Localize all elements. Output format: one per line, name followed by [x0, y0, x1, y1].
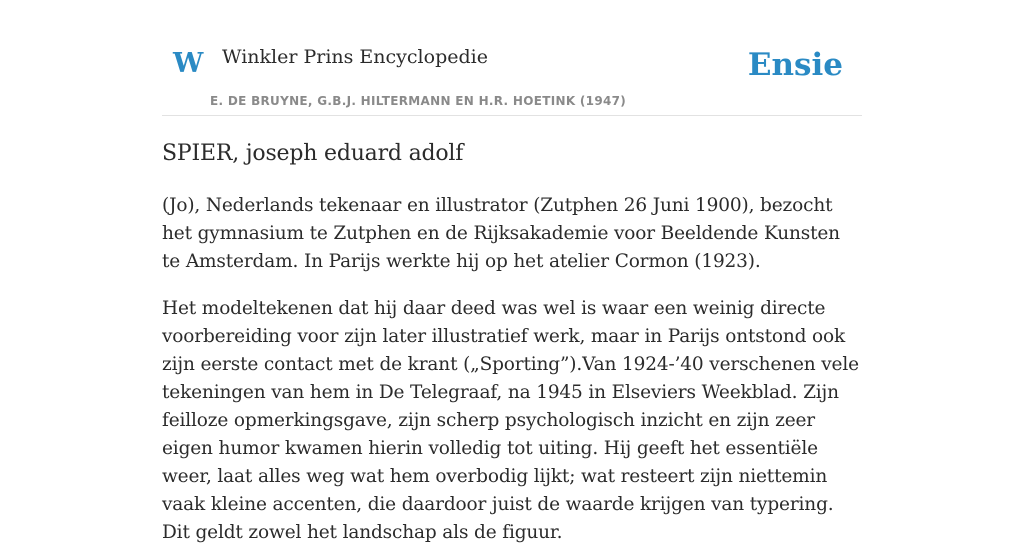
- winkler-prins-logo-icon[interactable]: W: [173, 48, 204, 79]
- article-title: SPIER, joseph eduard adolf: [162, 141, 464, 166]
- article-paragraph: (Jo), Nederlands tekenaar en illustrator (Zutphen 26 Juni 1900), bezocht het gymnasium te Zutphen en de Rijksakademie voor Beeldende Kunsten te Amsterdam. In Parijs werkte hij op het atelier Cormon (1923).: [162, 195, 840, 272]
- article: [162, 138, 862, 547]
- publication-header: [162, 30, 862, 116]
- article-paragraph: Het modeltekenen dat hij daar deed was wel is waar een weinig directe voorbereiding voor zijn later illustratief werk, maar in Parijs ontstond ook zijn eerste contact met de krant („Sporting”).Van 1924-’40 verschenen vele tekeningen van hem in De Telegraaf, na 1945 in Elseviers Weekblad. Zijn feilloze opmerkingsgave, zijn scherp psychologisch inzicht en zijn zeer eigen humor kwamen hierin volledig tot uiting. Hij geeft het essentiële weer, laat alles weg wat hem overbodig lijkt; wat resteert zijn niettemin vaak kleine accenten, die daardoor juist de waarde krijgen van typering. Dit geldt zowel het landschap als de figuur.: [162, 298, 859, 543]
- ensie-logo[interactable]: Ensie: [747, 47, 843, 83]
- publication-authors: E. DE BRUYNE, G.B.J. HILTERMANN EN H.R. HOETINK (1947): [210, 94, 627, 108]
- publication-title[interactable]: Winkler Prins Encyclopedie: [222, 46, 488, 68]
